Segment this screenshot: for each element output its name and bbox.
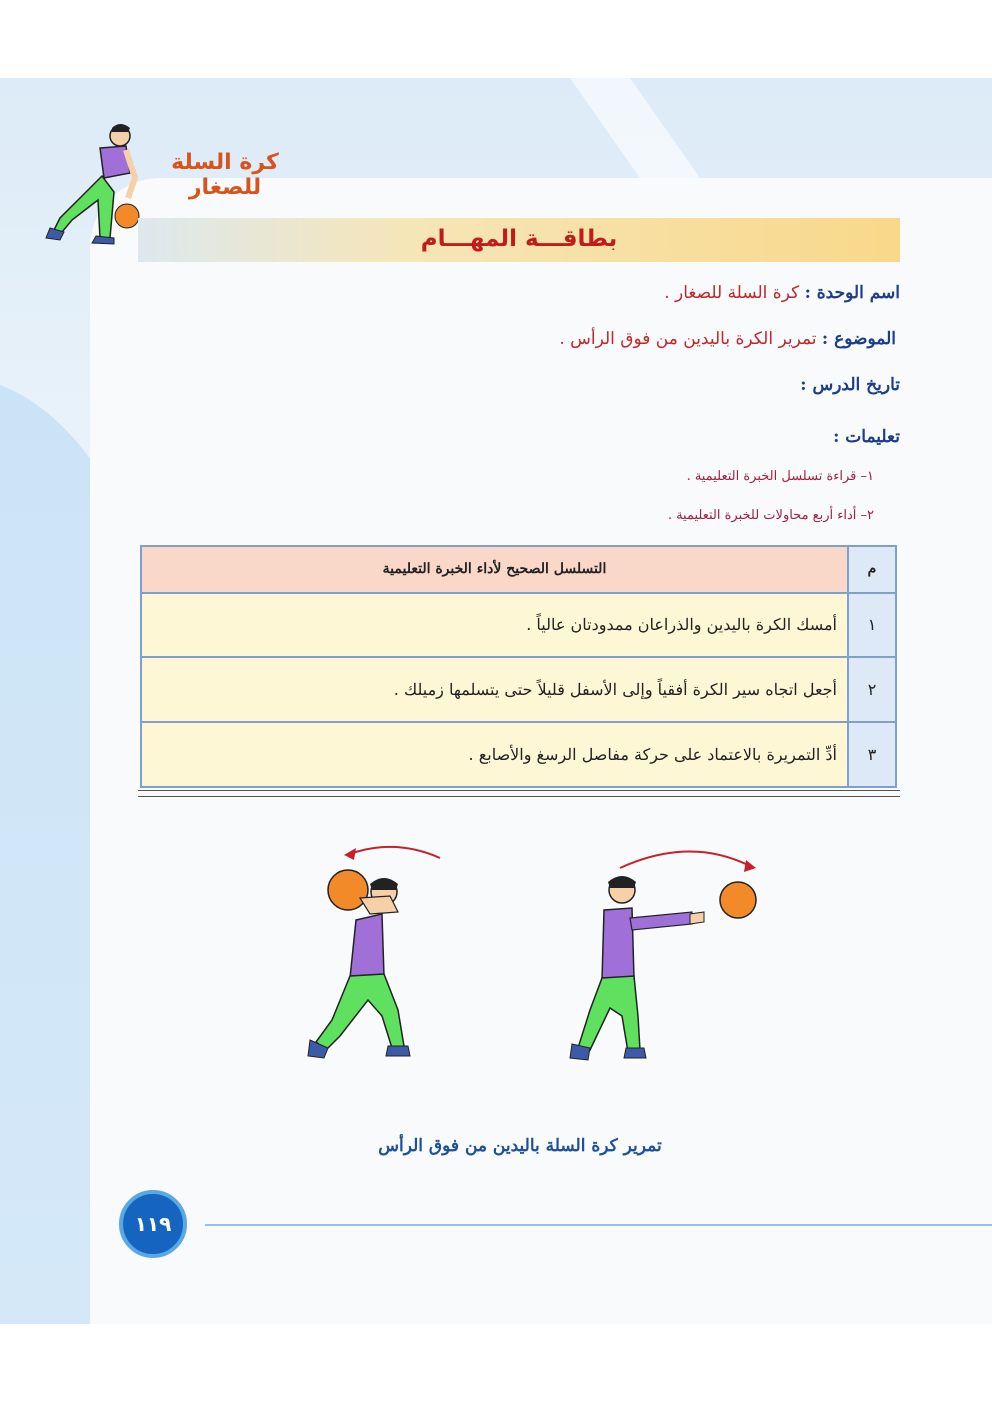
table-row-num: ١ <box>848 593 896 658</box>
table-row <box>141 722 896 787</box>
table-row-text: أدِّ التمريرة بالاعتماد على حركة مفاصل الرسغ والأصابع . <box>141 722 848 787</box>
table-row-text: أجعل اتجاه سير الكرة أفقياً وإلى الأسفل قليلاً حتى يتسلمها زميلك . <box>141 657 848 722</box>
instructions-heading <box>833 427 900 447</box>
unit-value: كرة السلة للصغار . <box>664 283 800 303</box>
header-player-illustration <box>40 118 150 248</box>
task-card-banner <box>138 218 900 262</box>
unit-label: اسم الوحدة : <box>804 283 900 303</box>
page-number-badge <box>119 1190 187 1258</box>
table-row-num: ٢ <box>848 657 896 722</box>
figure-caption: تمرير كرة السلة باليدين من فوق الرأس <box>378 1136 662 1156</box>
topic-label: الموضوع : <box>821 329 896 349</box>
page-number: ١١٩ <box>134 1212 172 1236</box>
date-line <box>800 375 900 395</box>
player-overhead-illustration <box>300 840 460 1080</box>
footer-line <box>205 1224 992 1226</box>
date-label: تاريخ الدرس : <box>800 375 900 395</box>
table-header-num: م <box>848 546 896 593</box>
task-card-title: بطاقـــة المهـــام <box>420 226 618 252</box>
topic-value: تمرير الكرة باليدين من فوق الرأس . <box>559 329 817 349</box>
instructions-label: تعليمات : <box>833 427 900 447</box>
table-row-num: ٣ <box>848 722 896 787</box>
header-ball-icon <box>115 204 139 228</box>
table-header-row <box>141 546 896 593</box>
ball-icon <box>328 870 368 910</box>
sequence-table <box>140 545 897 788</box>
table-row <box>141 657 896 722</box>
book-title: كرة السلة للصغار <box>171 150 279 200</box>
table-underline <box>138 790 900 797</box>
ball-icon <box>720 882 756 918</box>
unit-line <box>664 283 900 303</box>
instruction-item-2: ٢– أداء أربع محاولات للخبرة التعليمية . <box>667 508 874 523</box>
table-row-text: أمسك الكرة باليدين والذراعان ممدودتان عالياً . <box>141 593 848 658</box>
player-passing-illustration <box>560 840 770 1080</box>
topic-line <box>559 329 896 349</box>
table-row <box>141 593 896 658</box>
instruction-item-1: ١– قراءة تسلسل الخبرة التعليمية . <box>686 469 874 484</box>
table-header-text: التسلسل الصحيح لأداء الخبرة التعليمية <box>141 546 848 593</box>
